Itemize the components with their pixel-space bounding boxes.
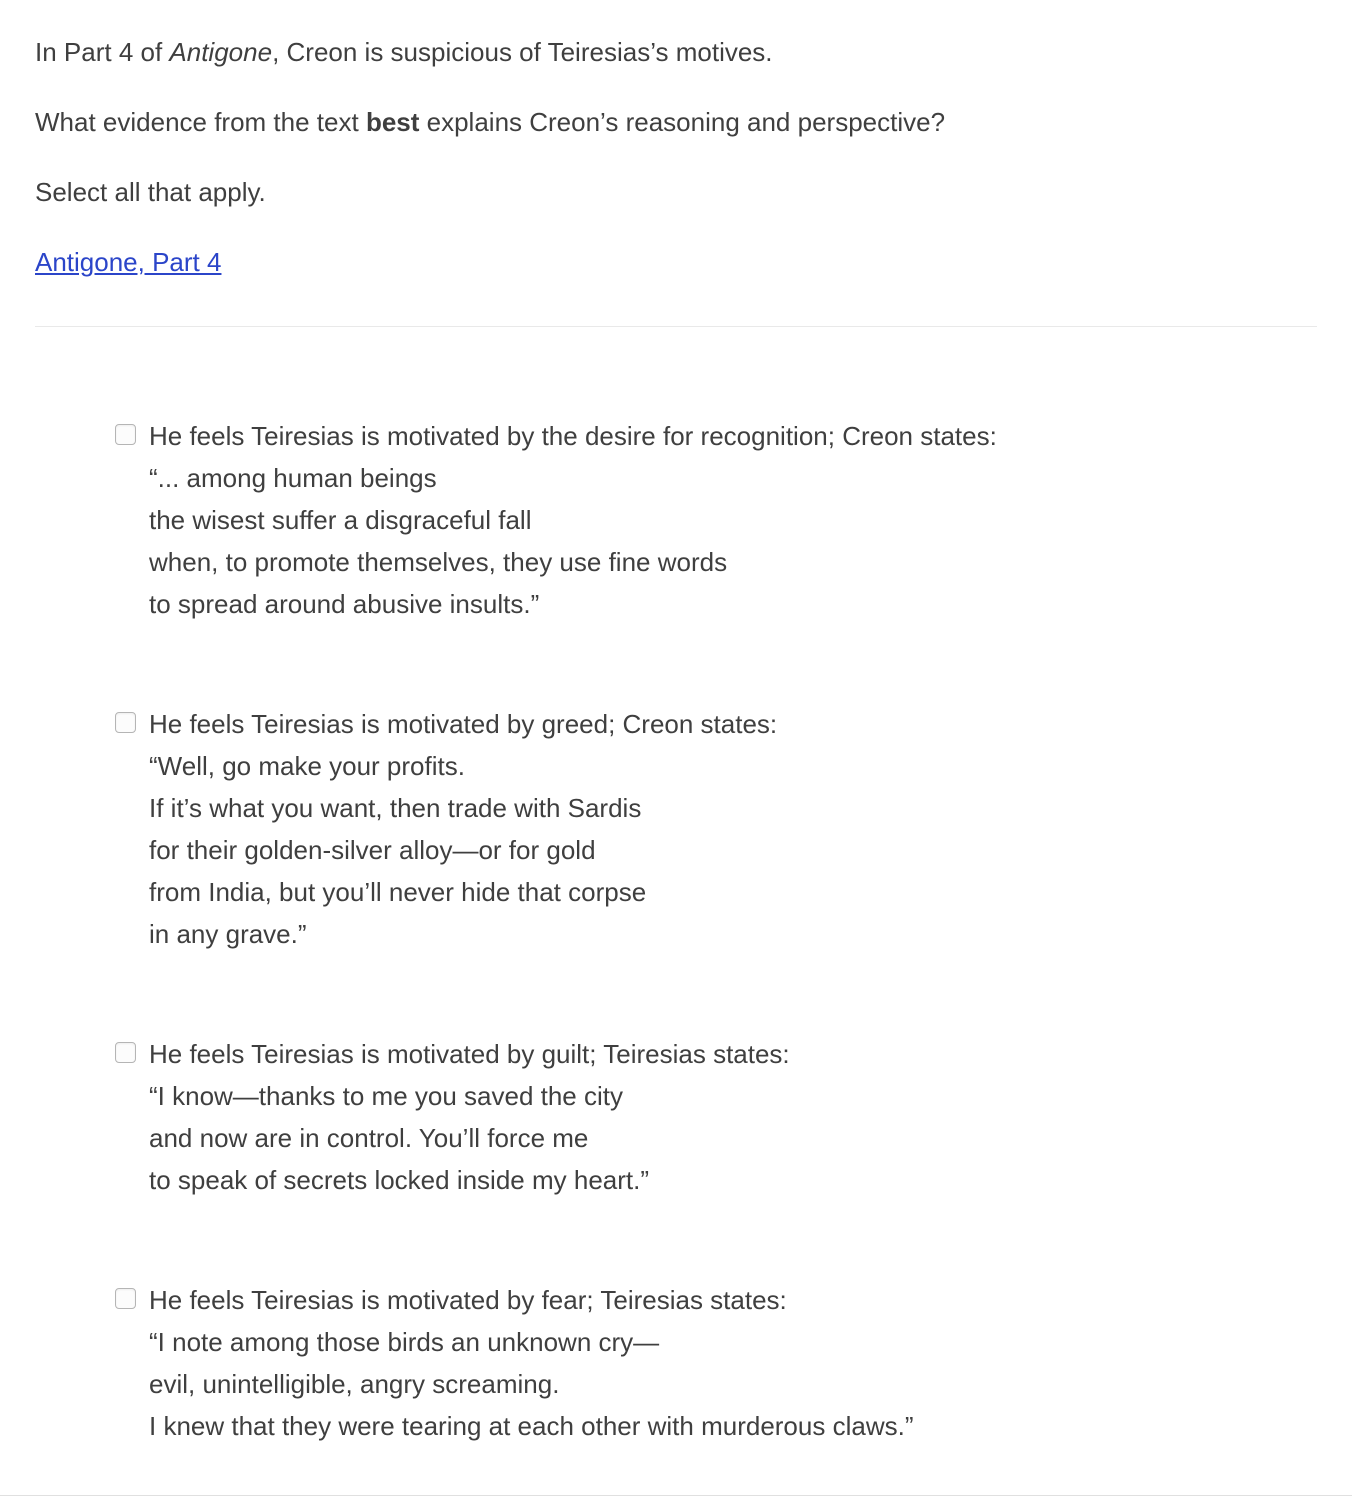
question-prompt-post: explains Creon’s reasoning and perspective?: [419, 107, 946, 137]
question-intro-title: Antigone: [169, 37, 273, 67]
answer-option-label: He feels Teiresias is motivated by the desire for recognition; Creon states:: [149, 421, 997, 451]
quote-line: “I note among those birds an unknown cry—: [149, 1327, 660, 1357]
question-prompt-bold: best: [365, 107, 420, 137]
bottom-divider: [0, 1495, 1352, 1496]
answer-option-label: He feels Teiresias is motivated by fear; Teiresias states:: [149, 1285, 787, 1315]
question-intro: [35, 34, 1317, 70]
quote-line: in any grave.”: [149, 919, 307, 949]
answer-checkbox-4[interactable]: [115, 1288, 136, 1309]
quote-line: I knew that they were tearing at each other with murderous claws.”: [149, 1411, 914, 1441]
select-all-instruction: Select all that apply.: [35, 177, 266, 207]
quote-line: the wisest suffer a disgraceful fall: [149, 505, 532, 535]
passage-link[interactable]: Antigone, Part 4: [35, 247, 222, 277]
quote-line: for their golden-silver alloy—or for gold: [149, 835, 596, 865]
quote-line: “Well, go make your profits.: [149, 751, 465, 781]
answer-checkbox-1[interactable]: [115, 424, 136, 445]
answer-option-4-text: [149, 1279, 913, 1447]
answer-options-list: [35, 415, 1317, 1447]
answer-option-3: [115, 1033, 1317, 1201]
answer-checkbox-2[interactable]: [115, 712, 136, 733]
quote-line: to spread around abusive insults.”: [149, 589, 540, 619]
answer-option-2-text: [149, 703, 777, 955]
quote-line: evil, unintelligible, angry screaming.: [149, 1369, 560, 1399]
quote-line: and now are in control. You’ll force me: [149, 1123, 589, 1153]
quote-line: to speak of secrets locked inside my heart.”: [149, 1165, 650, 1195]
question-intro-pre: In Part 4 of: [35, 37, 170, 67]
answer-option-3-text: [149, 1033, 790, 1201]
answer-option-4: [115, 1279, 1317, 1447]
quote-line: when, to promote themselves, they use fine words: [149, 547, 728, 577]
answer-option-label: He feels Teiresias is motivated by guilt; Teiresias states:: [149, 1039, 790, 1069]
answer-option-1: [115, 415, 1317, 625]
answer-option-2: [115, 703, 1317, 955]
answer-option-1-text: [149, 415, 997, 625]
question-intro-post: , Creon is suspicious of Teiresias’s motives.: [272, 37, 773, 67]
answer-checkbox-3[interactable]: [115, 1042, 136, 1063]
question-prompt-pre: What evidence from the text: [35, 107, 366, 137]
quote-line: If it’s what you want, then trade with Sardis: [149, 793, 642, 823]
question-prompt: [35, 104, 1317, 140]
quote-line: “... among human beings: [149, 463, 437, 493]
section-divider: [35, 326, 1317, 327]
quote-line: from India, but you’ll never hide that corpse: [149, 877, 647, 907]
quote-line: “I know—thanks to me you saved the city: [149, 1081, 623, 1111]
answer-option-label: He feels Teiresias is motivated by greed; Creon states:: [149, 709, 778, 739]
question-block: [35, 34, 1317, 326]
